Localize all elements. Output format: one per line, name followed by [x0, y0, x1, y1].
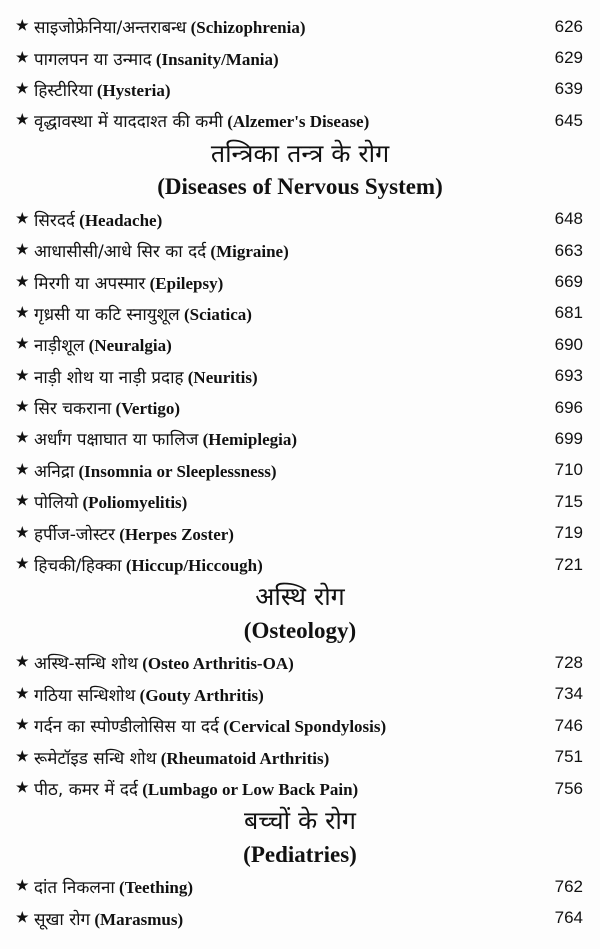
- toc-section: [0, 137, 600, 581]
- section-heading-hindi: अस्थि रोग: [255, 582, 345, 612]
- entry-title-english: (Schizophrenia): [190, 18, 306, 38]
- toc-entry[interactable]: [0, 361, 600, 392]
- page-number: 721: [554, 554, 583, 574]
- toc-entry[interactable]: [0, 204, 600, 235]
- toc-entry[interactable]: [0, 74, 600, 105]
- entry-title: [34, 208, 555, 231]
- entry-title-english: (Osteo Arthritis-OA): [142, 654, 294, 674]
- entry-title: [34, 875, 555, 898]
- page-number: 751: [554, 747, 583, 767]
- entry-title-english: (Cervical Spondylosis): [223, 717, 387, 737]
- entry-title: [34, 522, 555, 545]
- toc-section: [0, 11, 600, 137]
- star-icon: ★: [16, 81, 29, 97]
- entry-title: [34, 365, 555, 388]
- toc-entry[interactable]: [0, 486, 600, 517]
- entry-title-hindi: नाड़ी शोथ या नाड़ी प्रदाह: [34, 367, 184, 388]
- star-icon: ★: [16, 749, 29, 765]
- star-icon: ★: [16, 50, 29, 66]
- entry-title-hindi: हर्पीज-जोस्टर: [34, 524, 115, 545]
- star-icon: ★: [16, 557, 29, 573]
- entry-title: [34, 907, 555, 930]
- toc-entry[interactable]: [0, 423, 600, 454]
- toc-entry[interactable]: [0, 298, 600, 329]
- toc-entry[interactable]: [0, 871, 600, 902]
- entry-title: [34, 396, 555, 419]
- entry-title-hindi: साइजोफ्रेनिया/अन्तराबन्ध: [34, 18, 187, 39]
- entry-title-hindi: सिर चकराना: [34, 399, 112, 420]
- table-of-contents: [0, 11, 600, 934]
- entry-title-english: (Sciatica): [183, 304, 252, 324]
- entry-title-hindi: पोलियो: [34, 493, 79, 514]
- entry-title-english: (Hiccup/Hiccough): [125, 556, 263, 576]
- entry-title-hindi: गृध्रसी या कटि स्नायुशूल: [34, 304, 180, 325]
- star-icon: ★: [16, 368, 29, 384]
- entry-title-english: (Hemiplegia): [202, 430, 298, 450]
- entry-title-english: (Headache): [79, 210, 163, 230]
- entry-title: [34, 714, 555, 737]
- entry-title-hindi: गठिया सन्धिशोथ: [34, 685, 136, 706]
- entry-title-hindi: वृद्धावस्था में याददाश्त की कमी: [34, 112, 223, 133]
- section-heading-hindi: तन्त्रिका तन्त्र के रोग: [210, 138, 390, 168]
- toc-section: [0, 580, 600, 804]
- page-number: 699: [554, 428, 583, 448]
- entry-title: [34, 553, 555, 576]
- page-number: 728: [554, 652, 583, 672]
- entry-title: [34, 490, 555, 513]
- entry-title-hindi: नाड़ीशूल: [34, 336, 85, 357]
- star-icon: ★: [16, 431, 29, 447]
- toc-entry[interactable]: [0, 329, 600, 360]
- star-icon: ★: [16, 686, 29, 702]
- star-icon: ★: [16, 113, 29, 129]
- star-icon: ★: [16, 305, 29, 321]
- star-icon: ★: [16, 337, 29, 353]
- star-icon: ★: [16, 211, 29, 227]
- toc-entry[interactable]: [0, 235, 600, 266]
- entry-title-english: (Insomnia or Sleeplessness): [78, 461, 277, 481]
- star-icon: ★: [16, 243, 29, 259]
- page-number: 639: [554, 79, 583, 99]
- entry-title: [34, 427, 555, 450]
- entry-title: [34, 777, 555, 800]
- entry-title-english: (Teething): [119, 878, 194, 898]
- page-number: 710: [554, 460, 583, 480]
- entry-title-english: (Herpes Zoster): [119, 524, 234, 544]
- toc-entry[interactable]: [0, 647, 600, 678]
- star-icon: ★: [16, 655, 29, 671]
- entry-title: [34, 109, 555, 132]
- star-icon: ★: [16, 462, 29, 478]
- section-heading-english: (Diseases of Nervous System): [157, 174, 443, 200]
- entry-title-english: (Neuritis): [187, 367, 258, 387]
- entry-title-hindi: गर्दन का स्पोण्डीलोसिस या दर्द: [34, 717, 219, 738]
- entry-title-hindi: अस्थि-सन्धि शोथ: [34, 654, 138, 675]
- entry-title-english: (Lumbago or Low Back Pain): [142, 780, 359, 799]
- page-number: 626: [554, 16, 583, 36]
- entry-title-hindi: सिरदर्द: [34, 210, 75, 231]
- toc-section: [0, 804, 600, 934]
- star-icon: ★: [16, 781, 29, 796]
- page-number: 696: [554, 397, 583, 417]
- entry-title-hindi: हिचकी/हिक्का: [34, 556, 122, 577]
- page-number: 669: [554, 272, 583, 292]
- entry-title: [34, 302, 555, 325]
- entry-title-hindi: अर्धांग पक्षाघात या फालिज: [34, 430, 199, 451]
- toc-entry[interactable]: [0, 42, 600, 73]
- star-icon: ★: [16, 525, 29, 541]
- entry-title: [34, 271, 555, 294]
- entry-title-english: (Neuralgia): [88, 336, 172, 356]
- entry-title-hindi: आधासीसी/आधे सिर का दर्द: [34, 242, 207, 263]
- entry-title-english: (Insanity/Mania): [155, 49, 279, 69]
- entry-title: [34, 746, 555, 769]
- toc-entry[interactable]: [0, 392, 600, 423]
- page-number: 663: [554, 240, 583, 260]
- page-number: 756: [554, 778, 583, 798]
- entry-title-hindi: दांत निकलना: [34, 878, 115, 899]
- page-number: 734: [554, 684, 583, 704]
- entry-title: [34, 333, 555, 356]
- entry-title-english: (Poliomyelitis): [82, 493, 188, 513]
- entry-title: [34, 651, 555, 674]
- entry-title-hindi: रूमेटॉइड सन्धि शोथ: [34, 748, 157, 769]
- entry-title-english: (Marasmus): [94, 909, 184, 929]
- entry-title: [34, 78, 555, 101]
- page-number: 690: [554, 334, 583, 354]
- page-number: 719: [554, 523, 583, 543]
- entry-title-hindi: मिरगी या अपस्मार: [34, 273, 146, 294]
- page-number: 645: [554, 110, 583, 130]
- entry-title-english: (Epilepsy): [149, 273, 224, 293]
- section-heading-english: (Pediatries): [243, 841, 357, 867]
- page-number: 715: [554, 491, 583, 511]
- entry-title-hindi: पीठ, कमर में दर्द: [34, 780, 138, 800]
- toc-entry[interactable]: [0, 710, 600, 741]
- page-number: 764: [554, 908, 583, 928]
- section-heading-english: (Osteology): [243, 617, 357, 643]
- entry-title-english: (Migraine): [210, 242, 289, 262]
- entry-title: [34, 239, 555, 262]
- star-icon: ★: [16, 400, 29, 416]
- entry-title: [34, 47, 555, 70]
- toc-entry[interactable]: [0, 549, 600, 580]
- toc-entry[interactable]: [0, 773, 600, 804]
- star-icon: ★: [16, 879, 29, 895]
- toc-entry[interactable]: [0, 455, 600, 486]
- page-number: 746: [554, 715, 583, 735]
- toc-entry[interactable]: [0, 903, 600, 934]
- page-number: 693: [554, 366, 583, 386]
- page-number: 629: [554, 48, 583, 68]
- entry-title-hindi: सूखा रोग: [34, 909, 91, 930]
- star-icon: ★: [16, 494, 29, 510]
- star-icon: ★: [16, 910, 29, 926]
- star-icon: ★: [16, 19, 29, 35]
- entry-title: [34, 459, 555, 482]
- entry-title-english: (Alzemer's Disease): [227, 112, 370, 132]
- entry-title-hindi: पागलपन या उन्माद: [34, 49, 152, 70]
- entry-title-hindi: अनिद्रा: [34, 461, 75, 482]
- page-number: 681: [554, 303, 583, 323]
- entry-title-english: (Gouty Arthritis): [139, 685, 264, 705]
- entry-title: [34, 15, 555, 38]
- page-number: 762: [554, 876, 583, 896]
- toc-entry[interactable]: [0, 679, 600, 710]
- star-icon: ★: [16, 274, 29, 290]
- entry-title: [34, 683, 555, 706]
- toc-entry[interactable]: [0, 741, 600, 772]
- toc-entry[interactable]: [0, 517, 600, 548]
- star-icon: ★: [16, 718, 29, 734]
- entry-title-hindi: हिस्टीरिया: [34, 80, 93, 101]
- page-number: 648: [554, 209, 583, 229]
- toc-entry[interactable]: [0, 11, 600, 42]
- toc-entry[interactable]: [0, 266, 600, 297]
- entry-title-english: (Hysteria): [96, 80, 171, 100]
- toc-entry[interactable]: [0, 105, 600, 136]
- section-heading-hindi: बच्चों के रोग: [244, 806, 356, 836]
- entry-title-english: (Vertigo): [115, 399, 181, 419]
- entry-title-english: (Rheumatoid Arthritis): [160, 748, 330, 768]
